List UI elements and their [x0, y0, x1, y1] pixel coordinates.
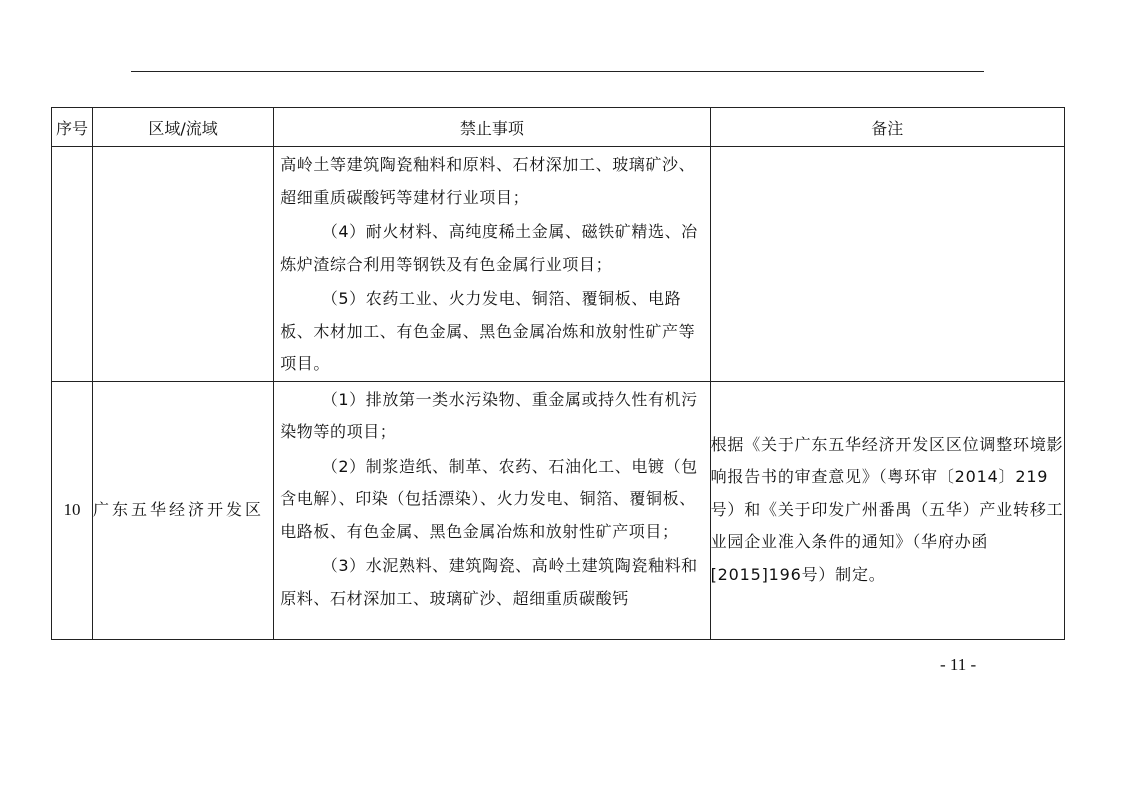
row-seq: 10 [52, 381, 93, 639]
header-prohibited: 禁止事项 [274, 108, 710, 147]
prohibited-item: 高岭土等建筑陶瓷釉料和原料、石材深加工、玻璃矿沙、超细重质碳酸钙等建材行业项目； [280, 155, 696, 207]
row-remark: 根据《关于广东五华经济开发区区位调整环境影响报告书的审查意见》（粤环审〔2014〕219号）和《关于印发广州番禺（五华）产业转移工业园企业准入条件的通知》（华府办函[2015]196号）制定。 [710, 381, 1064, 639]
page-number: - 11 - [940, 655, 977, 674]
prohibited-item: （2）制浆造纸、制革、农药、石油化工、电镀（包含电解）、印染（包括漂染）、火力发电、铜箔、覆铜板、电路板、有色金属、黑色金属冶炼和放射性矿产项目； [280, 456, 698, 541]
table-row [52, 147, 1065, 382]
prohibition-table [51, 107, 1065, 640]
row-prohibited [274, 381, 710, 639]
header-rule [131, 71, 984, 72]
row-region: 广东五华经济开发区 [93, 381, 274, 639]
row-seq [52, 147, 93, 382]
prohibited-item: （1）排放第一类水污染物、重金属或持久性有机污染物等的项目； [280, 389, 698, 441]
row-region [93, 147, 274, 382]
prohibited-item: （5）农药工业、火力发电、铜箔、覆铜板、电路板、木材加工、有色金属、黑色金属冶炼和放射性矿产等项目。 [280, 289, 696, 373]
row-remark [710, 147, 1064, 382]
header-seq: 序号 [52, 108, 93, 147]
prohibited-item: （4）耐火材料、高纯度稀土金属、磁铁矿精选、冶炼炉渣综合利用等钢铁及有色金属行业项目； [280, 222, 698, 274]
table-row [52, 381, 1065, 639]
header-remark: 备注 [710, 108, 1064, 147]
prohibited-item: （3）水泥熟料、建筑陶瓷、高岭土建筑陶瓷釉料和原料、石材深加工、玻璃矿沙、超细重质碳酸钙 [280, 556, 698, 608]
row-prohibited [274, 147, 710, 382]
table-header-row [52, 108, 1065, 147]
header-region: 区域/流域 [93, 108, 274, 147]
